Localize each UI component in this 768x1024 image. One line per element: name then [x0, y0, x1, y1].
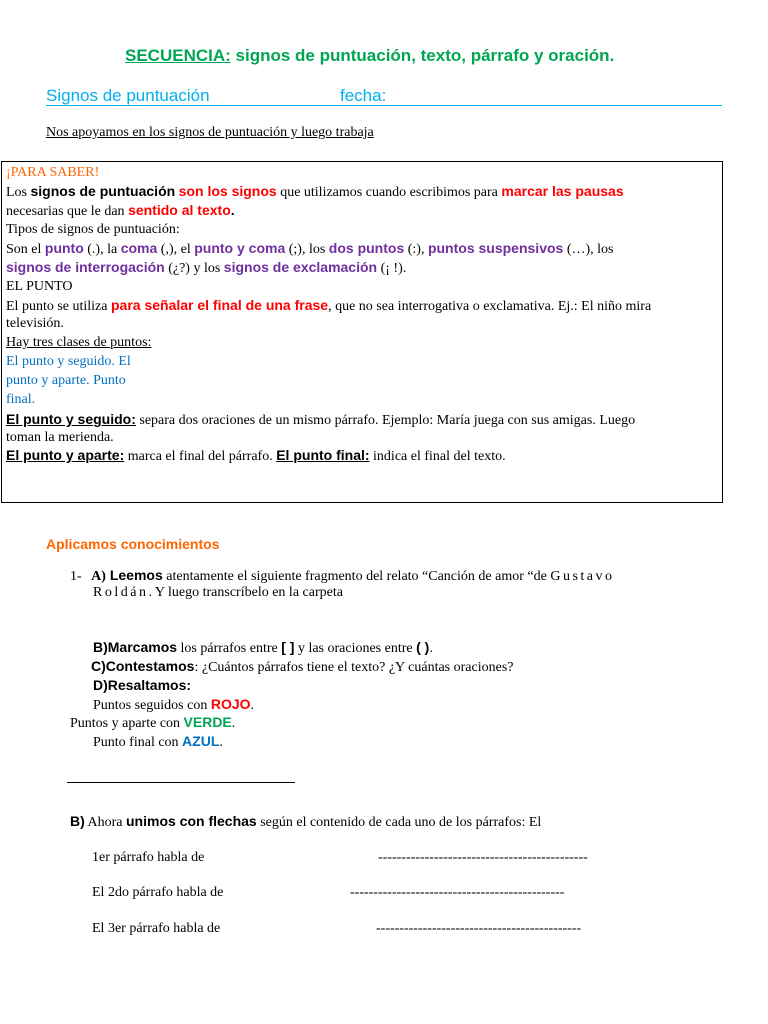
title-prefix: SECUENCIA: — [125, 46, 231, 65]
box-heading: ¡PARA SABER! — [6, 165, 100, 180]
apply-heading: Aplicamos conocimientos — [46, 536, 220, 552]
box-line-5: signos de interrogación (¿?) y los signos de exclamación (¡ !). — [6, 259, 407, 276]
arrow-row-3-label: El 3er párrafo habla de — [92, 921, 221, 936]
box-line-1: Los signos de puntuación son los signos que utilizamos cuando escribimos para marcar las pausas — [6, 183, 624, 200]
apply-a-line-2: Roldán. Y luego transcríbelo en la carpeta — [93, 585, 343, 600]
subtitle-left: Signos de puntuación — [46, 86, 210, 105]
arrow-row-3-dashes: -------------------------------------------- — [376, 921, 582, 936]
subtitle-underline — [46, 105, 340, 106]
clases-line-1: El punto y seguido. El — [6, 354, 131, 369]
subtitle-fecha: fecha: — [340, 86, 387, 105]
title-rest: signos de puntuación, texto, párrafo y oración. — [230, 46, 615, 65]
answer-line — [67, 782, 295, 783]
arrow-row-1-dashes: --------------------------------------------- — [378, 850, 588, 865]
clases-heading: Hay tres clases de puntos: — [6, 335, 152, 350]
clases-line-2: punto y aparte. Punto — [6, 373, 126, 388]
info-box — [1, 161, 723, 503]
box-line-15: El punto y aparte: marca el final del párrafo. El punto final: indica el final del texto. — [6, 447, 506, 464]
punto-heading: EL PUNTO — [6, 279, 73, 294]
box-line-8: televisión. — [6, 316, 64, 331]
arrows-intro: B) Ahora unimos con flechas según el contenido de cada uno de los párrafos: El — [70, 813, 542, 830]
apply-c-line: C)Contestamos: ¿Cuántos párrafos tiene el texto? ¿Y cuántas oraciones? — [91, 658, 514, 675]
instruction-text: Nos apoyamos en los signos de puntuación y luego trabaja — [46, 125, 374, 140]
apply-a-line-1: 1- A) Leemos atentamente el siguiente fragmento del relato “Canción de amor “de Gustavo — [70, 567, 615, 584]
box-line-7: El punto se utiliza para señalar el final de una frase, que no sea interrogativa o exclamativa. Ej.: El niño mira — [6, 297, 652, 314]
apply-d-verde: Puntos y aparte con VERDE. — [70, 714, 236, 731]
box-line-4: Son el punto (.), la coma (,), el punto y coma (;), los dos puntos (:), puntos suspensivos (…), los — [6, 240, 614, 257]
box-line-14: toman la merienda. — [6, 430, 114, 445]
apply-d-azul: Punto final con AZUL. — [93, 733, 223, 750]
apply-d-rojo: Puntos seguidos con ROJO. — [93, 696, 255, 713]
clases-line-3: final. — [6, 392, 36, 407]
apply-d-heading: D)Resaltamos: — [93, 677, 192, 693]
arrow-row-2-label: El 2do párrafo habla de — [92, 885, 224, 900]
page-title — [125, 46, 614, 66]
box-line-2: necesarias que le dan sentido al texto. — [6, 202, 235, 219]
tipos-heading: Tipos de signos de puntuación: — [6, 222, 180, 237]
fecha-underline — [340, 105, 722, 106]
arrow-row-2-dashes: ---------------------------------------------- — [350, 885, 565, 900]
arrow-row-1-label: 1er párrafo habla de — [92, 850, 205, 865]
apply-b-line: B)Marcamos los párrafos entre [ ] y las oraciones entre ( ). — [93, 639, 433, 656]
box-line-13: El punto y seguido: separa dos oraciones de un mismo párrafo. Ejemplo: María juega con sus amigas. Luego — [6, 411, 636, 428]
